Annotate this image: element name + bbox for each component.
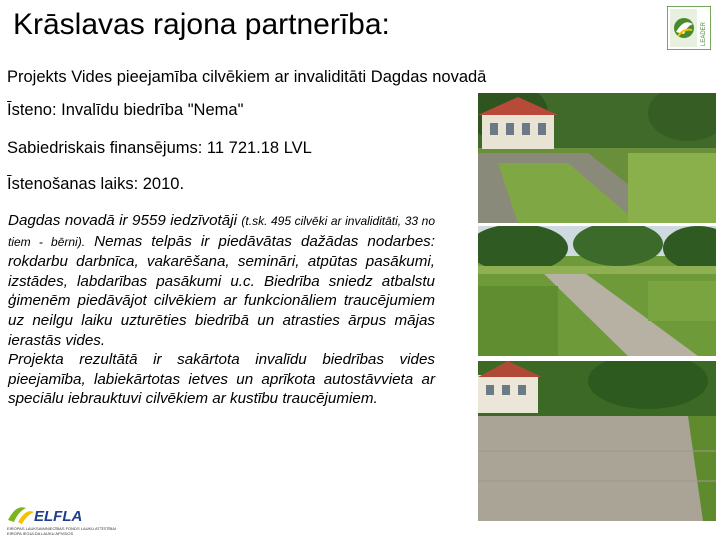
elfla-logo-subtitle-1: EIROPAS LAUKSAIMNIECĪBAS FONDS LAUKU ATTĪSTĪBAI (7, 526, 116, 531)
description-paragraph-1 (8, 211, 435, 350)
description-part1-small: (t.sk. 495 cilvēki ar invaliditāti, 33 no tiem - bērni). (8, 214, 435, 249)
period-line: Īstenošanas laiks: 2010. (7, 175, 185, 193)
elfla-logo-subtitle-2: EIROPA IEGULDA LAUKU APVIDOS (7, 531, 74, 536)
leader-logo (667, 6, 711, 50)
elfla-logo (4, 498, 144, 538)
project-prefix: Projekts (7, 68, 72, 86)
project-name: Vides pieejamība cilvēkiem ar invaliditāti Dagdas novadā (71, 68, 487, 86)
funding-line: Sabiedriskais finansējums: 11 721.18 LVL (7, 139, 312, 157)
photo-parking-area (478, 361, 716, 521)
description-text (8, 211, 435, 409)
description-paragraph-2: Projekta rezultātā ir sakārtota invalīdu biedrības vides pieejamība, labiekārtotas ietves un aprīkota autostāvvieta ar speciālu iebrauktuvi cilvēkiem ar kustību traucējumiem. (8, 351, 435, 408)
implementer-line: Īsteno: Invalīdu biedrība "Nema" (7, 101, 244, 119)
photo-building-lawn (478, 93, 716, 223)
project-line (7, 68, 486, 87)
description-part1: Dagdas novadā ir 9559 iedzīvotāji (8, 212, 242, 229)
description-part1-rest: Nemas telpās ir piedāvātas dažādas nodarbes: rokdarbu darbnīca, vakarēšana, semināri, atpūtas pasākumi, izstādes, labdarības pasākumi u.c. Biedrība sniedz atbalstu ģimenēm piedāvājot cilvēkiem ar funkcionāliem traucējumiem uz neilgu laiku uzturēties biedrībā un atrasties ārpus mājas ierastās vides. (8, 232, 435, 349)
photo-park-path (478, 226, 716, 356)
leader-logo-text: LEADER (701, 21, 707, 46)
page-title: Krāslavas rajona partnerība: (13, 8, 390, 41)
elfla-logo-text: ELFLA (34, 508, 83, 525)
